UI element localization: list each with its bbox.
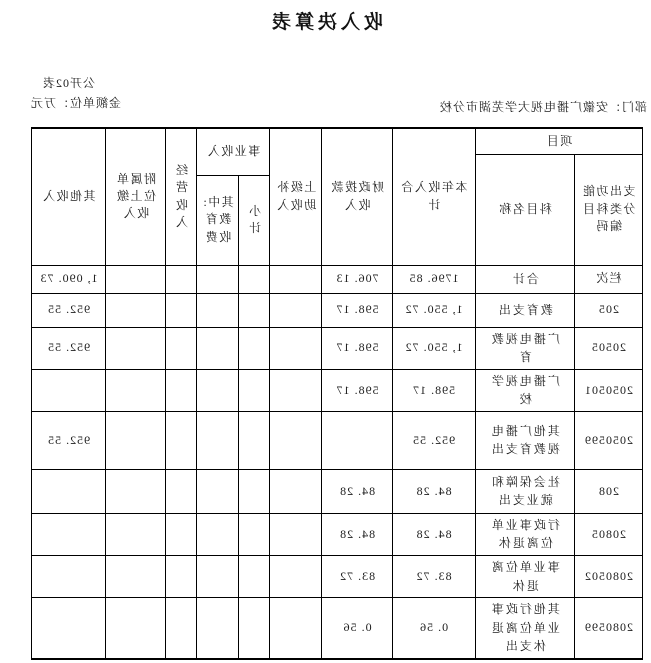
cell-superior xyxy=(270,556,322,598)
cell-other: 1, 090. 73 xyxy=(32,265,106,293)
cell-affiliated xyxy=(106,411,166,469)
cell-edu_fee xyxy=(197,327,239,369)
amount-unit-label: 金额单位：万元 xyxy=(30,96,122,110)
header-other-income: 其他收入 xyxy=(32,128,106,265)
cell-edu_fee xyxy=(197,598,239,659)
header-project: 项目 xyxy=(475,128,642,154)
cell-fiscal: 598. 17 xyxy=(322,327,392,369)
cell-subtotal xyxy=(239,369,270,411)
cell-fiscal: 598. 17 xyxy=(322,293,392,327)
cell-operating xyxy=(166,293,197,327)
cell-code: 2050501 xyxy=(574,369,642,411)
cell-fiscal: 706. 13 xyxy=(322,265,392,293)
cell-superior xyxy=(270,265,322,293)
table-body xyxy=(32,265,643,659)
cell-name: 行政事业单位离退休 xyxy=(475,513,574,555)
cell-name: 教育支出 xyxy=(475,293,574,327)
cell-operating xyxy=(166,513,197,555)
cell-operating xyxy=(166,556,197,598)
cell-operating xyxy=(166,265,197,293)
cell-other: 952. 55 xyxy=(32,411,106,469)
cell-total: 84. 28 xyxy=(392,513,475,555)
cell-subtotal xyxy=(239,293,270,327)
header-business-income: 事业收入 xyxy=(197,128,270,175)
header-fiscal-appropriation-income: 财政拨款收入 xyxy=(322,128,392,265)
cell-operating xyxy=(166,327,197,369)
cell-fiscal: 0. 56 xyxy=(322,598,392,659)
table-row xyxy=(32,469,643,513)
cell-affiliated xyxy=(106,513,166,555)
cell-other xyxy=(32,513,106,555)
cell-total: 952. 55 xyxy=(392,411,475,469)
cell-name: 社会保障和就业支出 xyxy=(475,469,574,513)
cell-code: 208 xyxy=(574,469,642,513)
cell-total: 1796. 85 xyxy=(392,265,475,293)
cell-edu_fee xyxy=(197,513,239,555)
cell-name: 事业单位离退休 xyxy=(475,556,574,598)
cell-edu_fee xyxy=(197,369,239,411)
table-row xyxy=(32,265,643,293)
table-row xyxy=(32,327,643,369)
cell-fiscal xyxy=(322,411,392,469)
cell-affiliated xyxy=(106,327,166,369)
cell-affiliated xyxy=(106,293,166,327)
income-accounts-table xyxy=(31,127,643,660)
cell-name: 广播电视教育 xyxy=(475,327,574,369)
cell-subtotal xyxy=(239,265,270,293)
cell-affiliated xyxy=(106,369,166,411)
cell-other xyxy=(32,369,106,411)
cell-superior xyxy=(270,369,322,411)
cell-code: 205 xyxy=(574,293,642,327)
cell-fiscal: 84. 28 xyxy=(322,469,392,513)
cell-fiscal: 84. 28 xyxy=(322,513,392,555)
cell-total: 0. 56 xyxy=(392,598,475,659)
cell-affiliated xyxy=(106,469,166,513)
cell-edu_fee xyxy=(197,411,239,469)
cell-fiscal: 83. 72 xyxy=(322,556,392,598)
cell-other xyxy=(32,556,106,598)
cell-subtotal xyxy=(239,598,270,659)
cell-subtotal xyxy=(239,556,270,598)
header-total-income: 本年收入合计 xyxy=(392,128,475,265)
cell-subtotal xyxy=(239,469,270,513)
cell-other: 952. 55 xyxy=(32,327,106,369)
cell-name: 其他广播电视教育支出 xyxy=(475,411,574,469)
cell-operating xyxy=(166,411,197,469)
cell-total: 598. 17 xyxy=(392,369,475,411)
cell-superior xyxy=(270,327,322,369)
cell-edu_fee xyxy=(197,469,239,513)
cell-subtotal xyxy=(239,513,270,555)
cell-code: 栏次 xyxy=(574,265,642,293)
cell-affiliated xyxy=(106,265,166,293)
cell-affiliated xyxy=(106,598,166,659)
cell-operating xyxy=(166,598,197,659)
cell-subtotal xyxy=(239,411,270,469)
table-row xyxy=(32,411,643,469)
header-operating-income: 经营收入 xyxy=(166,128,197,265)
cell-total: 84. 28 xyxy=(392,469,475,513)
table-row xyxy=(32,369,643,411)
cell-total: 83. 72 xyxy=(392,556,475,598)
cell-name: 其他行政事业单位离退休支出 xyxy=(475,598,574,659)
table-row xyxy=(32,513,643,555)
header-superior-subsidy-income: 上级补助收入 xyxy=(270,128,322,265)
header-affiliated-unit-income: 附属单位上缴收入 xyxy=(106,128,166,265)
cell-subtotal xyxy=(239,327,270,369)
department-label: 部门：安徽广播电视大学芜湖市分校 xyxy=(438,100,647,114)
cell-code: 2080599 xyxy=(574,598,642,659)
cell-other: 952. 55 xyxy=(32,293,106,327)
cell-affiliated xyxy=(106,556,166,598)
header-business-subtotal: 小计 xyxy=(239,175,270,265)
cell-superior xyxy=(270,469,322,513)
cell-operating xyxy=(166,369,197,411)
sheet-number-label: 公开02表 xyxy=(42,76,96,90)
header-business-edu-fee: 其中:教育收费 xyxy=(197,175,239,265)
cell-other xyxy=(32,469,106,513)
header-subject-name: 科目名称 xyxy=(475,154,574,265)
cell-superior xyxy=(270,598,322,659)
header-function-code: 支出功能分类科目编码 xyxy=(574,154,642,265)
page-title: 收入决算表 xyxy=(268,12,384,33)
cell-superior xyxy=(270,293,322,327)
cell-code: 20805 xyxy=(574,513,642,555)
cell-edu_fee xyxy=(197,293,239,327)
cell-edu_fee xyxy=(197,265,239,293)
cell-name: 合计 xyxy=(475,265,574,293)
table-row xyxy=(32,293,643,327)
cell-fiscal: 598. 17 xyxy=(322,369,392,411)
cell-name: 广播电视学校 xyxy=(475,369,574,411)
cell-code: 2080502 xyxy=(574,556,642,598)
cell-superior xyxy=(270,411,322,469)
cell-total: 1, 550. 72 xyxy=(392,293,475,327)
cell-edu_fee xyxy=(197,556,239,598)
cell-superior xyxy=(270,513,322,555)
table-header xyxy=(32,128,643,265)
cell-total: 1, 550. 72 xyxy=(392,327,475,369)
cell-code: 20505 xyxy=(574,327,642,369)
table-row xyxy=(32,598,643,659)
cell-other xyxy=(32,598,106,659)
table-row xyxy=(32,556,643,598)
cell-operating xyxy=(166,469,197,513)
cell-code: 2050599 xyxy=(574,411,642,469)
